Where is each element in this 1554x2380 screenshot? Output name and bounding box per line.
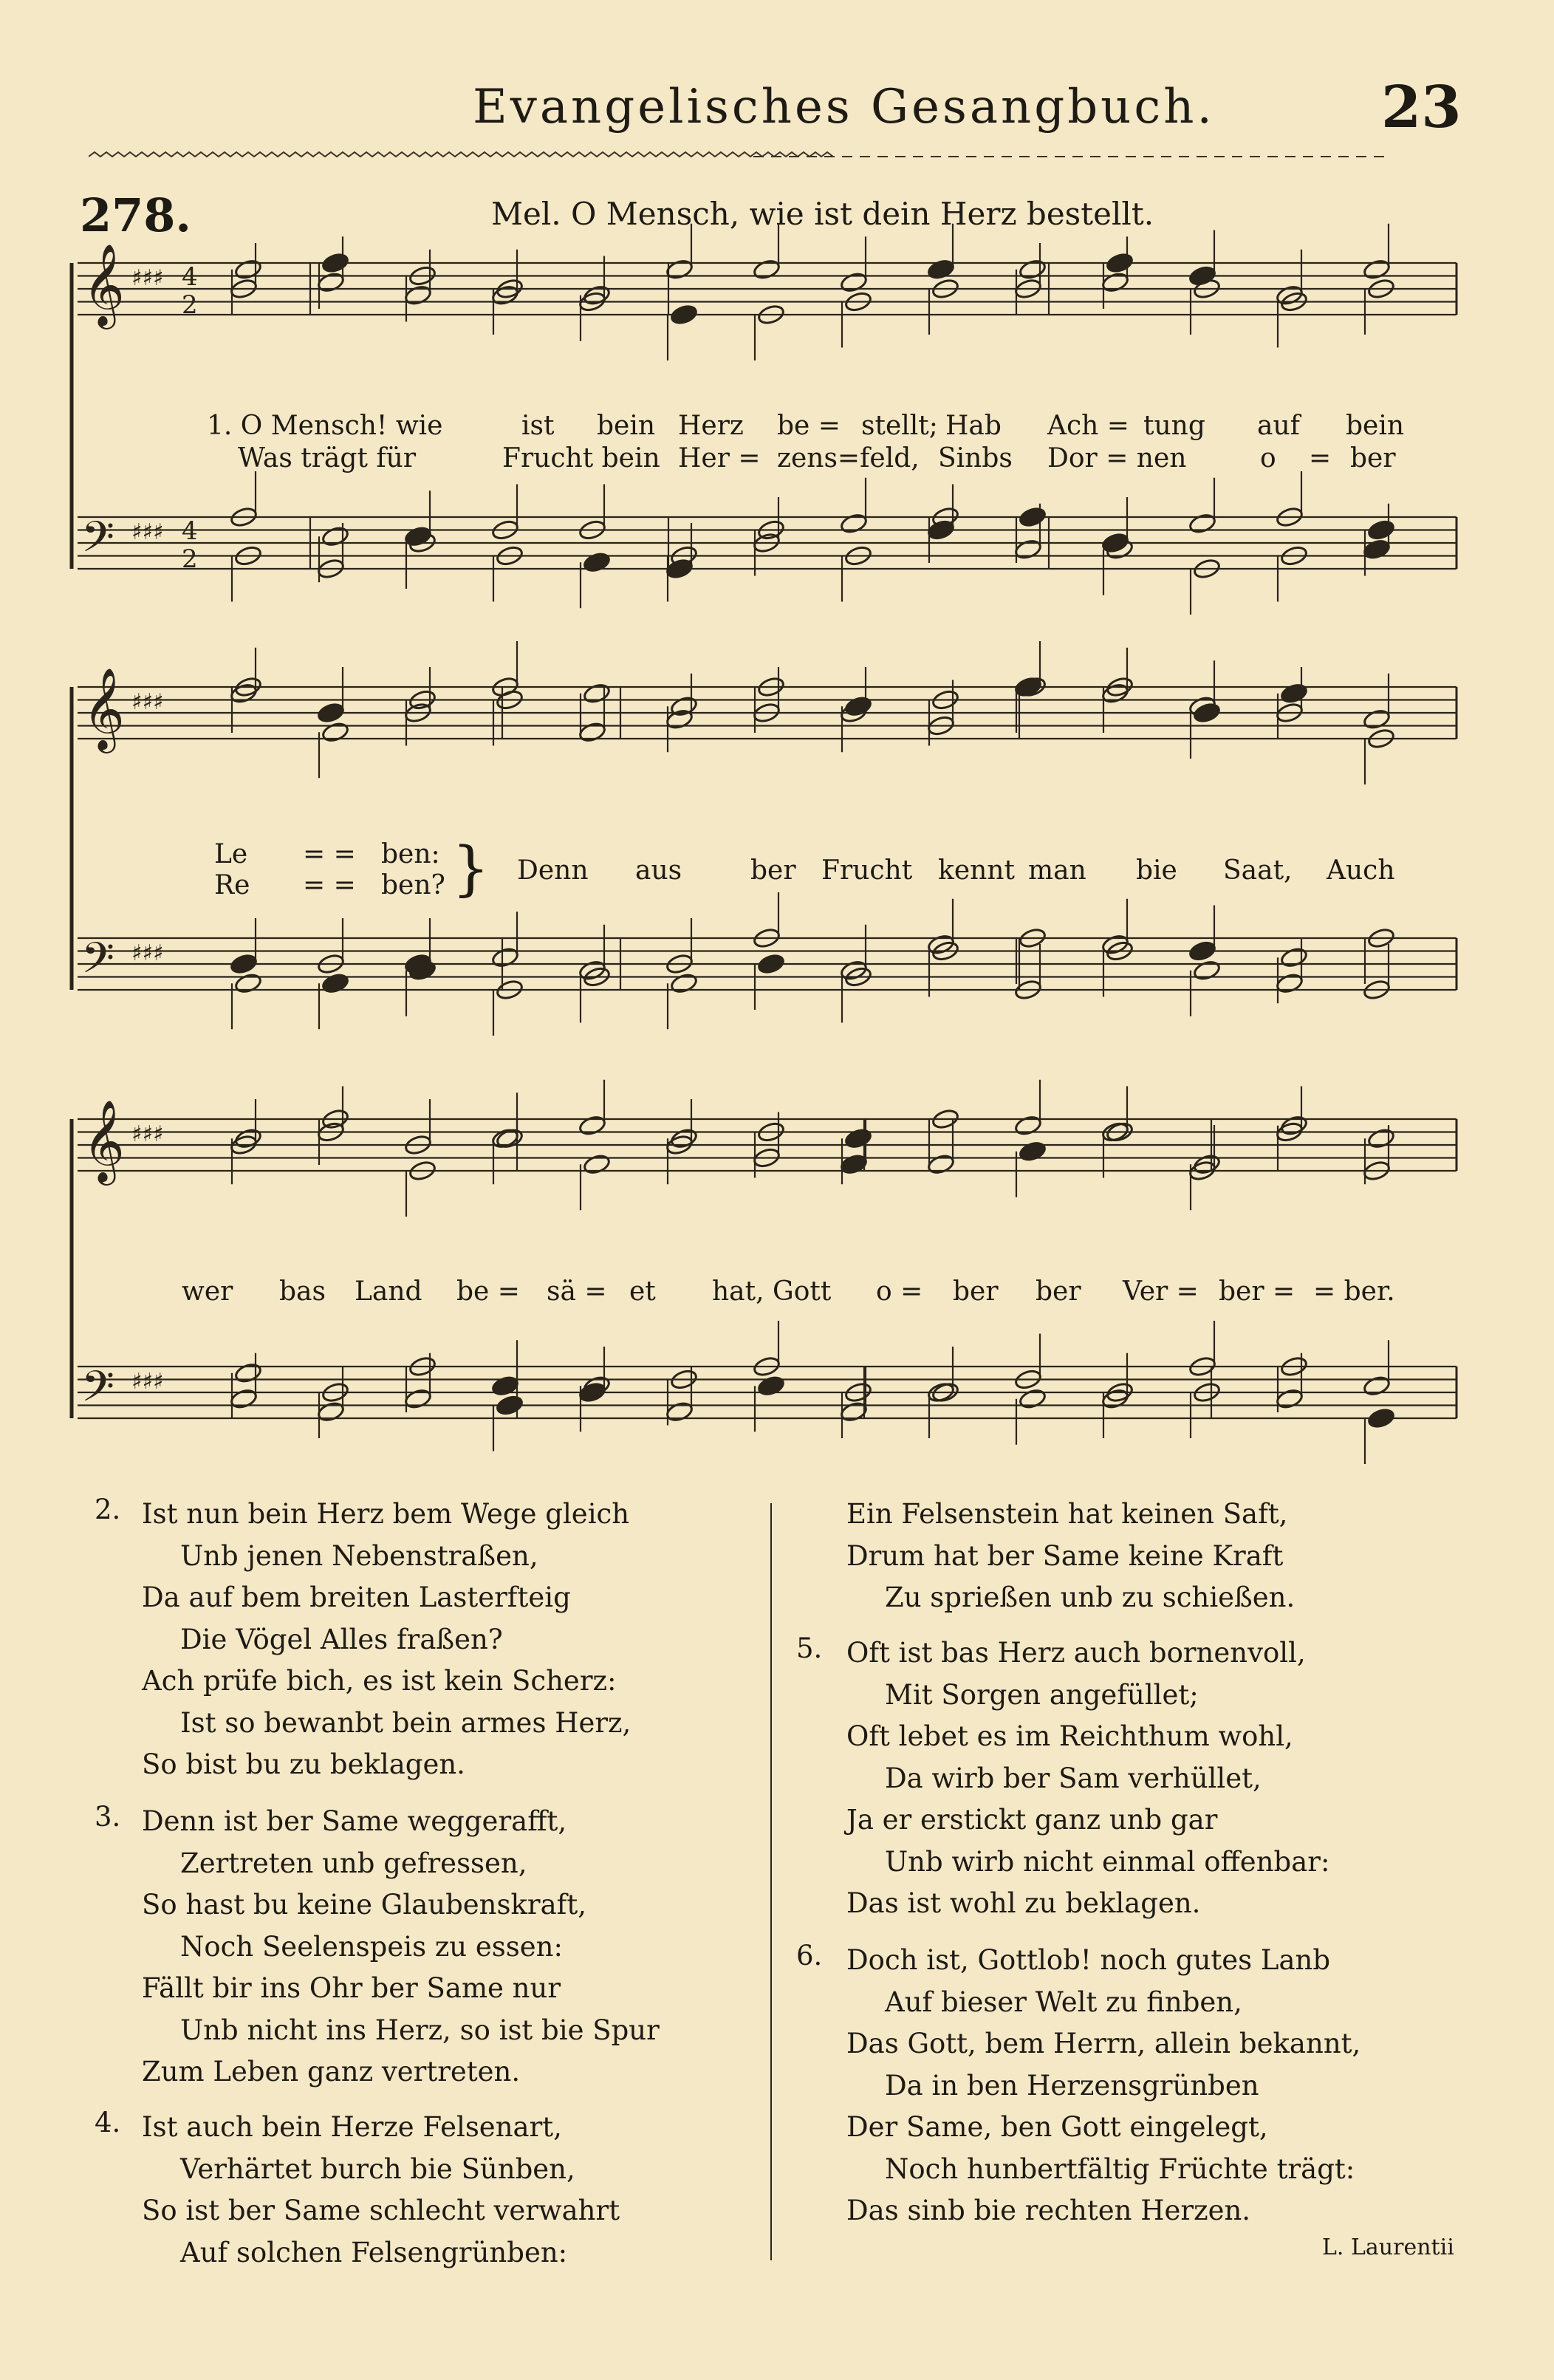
stanza-line: Doch ist, Gottlob! noch gutes Lanb [846, 1944, 1331, 1976]
lyric: Hab [945, 411, 1002, 441]
lyric: = = [303, 839, 356, 869]
lyric: ben: [381, 839, 440, 869]
stanza-line: Da wirb ber Sam verhüllet, [885, 1762, 1262, 1794]
stanza-line: Oft lebet es im Reichthum wohl, [846, 1720, 1293, 1752]
note-head [321, 721, 350, 743]
note-head [578, 721, 607, 743]
note-head [927, 259, 956, 281]
lyric: hat, [712, 1276, 764, 1307]
stanza-line: Ist auch bein Herze Felsenart, [142, 2111, 562, 2143]
lyric-brace: } [452, 834, 490, 903]
lyric: bein [597, 411, 656, 441]
lyric: Sinbs [938, 443, 1013, 473]
note-head [1019, 1141, 1047, 1163]
time-signature: 2 [182, 544, 198, 574]
note-head [670, 304, 699, 326]
note-head [321, 252, 350, 274]
note-head [670, 972, 699, 994]
stanza-line: Auf bieser Welt zu finben, [885, 1986, 1242, 2018]
lyric: 1. O Mensch! wie [207, 411, 443, 441]
lyric: Auch [1327, 855, 1395, 886]
note-head [1367, 1407, 1396, 1429]
note-head [1188, 940, 1217, 962]
note-head [1280, 683, 1309, 705]
note-head [491, 946, 520, 968]
lyric: ber [953, 1276, 999, 1307]
note-head [1280, 946, 1309, 968]
lyric: Was trägt für [238, 443, 417, 473]
stanza-number: 4. [95, 2107, 121, 2138]
lyric: Frucht bein [502, 443, 660, 473]
stanza-line: Ja er erstickt ganz unb gar [846, 1804, 1218, 1836]
time-signature: 2 [182, 290, 198, 320]
melody-reference: Mel. O Mensch, wie ist dein Herz bestellt. [491, 196, 1154, 232]
stanza-line: Das ist wohl zu beklagen. [846, 1887, 1201, 1919]
stanza-line: Unb jenen Nebenstraßen, [180, 1539, 538, 1572]
note-head [1193, 960, 1222, 982]
stanza-number: 3. [95, 1801, 121, 1833]
note-head [1363, 259, 1392, 281]
stanza-line: Mit Sorgen angefüllet; [885, 1678, 1199, 1711]
note-head [670, 695, 699, 717]
stanza-line: So hast bu keine Glaubenskraft, [142, 1889, 586, 1921]
stanza-line: Die Vögel Alles fraßen? [180, 1623, 503, 1655]
lyric: ben? [381, 870, 445, 900]
note-head [1363, 708, 1392, 731]
stanza-line: Ein Felsenstein hat keinen Saft, [846, 1498, 1288, 1530]
lyric: bie [1136, 855, 1177, 886]
stanza-line: Oft ist bas Herz auch bornenvoll, [846, 1637, 1306, 1669]
stanza-line: Noch hunbertfältig Früchte trägt: [885, 2152, 1355, 2185]
stanza-line: Fällt bir ins Ohr ber Same nur [142, 1972, 561, 2004]
lyric: ber [1350, 443, 1396, 473]
note-head [665, 1401, 694, 1423]
lyric: zens=feld, [777, 443, 920, 473]
note-head [1193, 702, 1222, 724]
note-head [1367, 519, 1396, 541]
note-head [583, 551, 612, 573]
lyric: Saat, [1223, 855, 1293, 886]
lyric: o = [876, 1276, 923, 1307]
lyric: kennt [938, 855, 1015, 886]
note-head [583, 683, 612, 705]
lyric: auf [1257, 411, 1300, 441]
lyric: bas [279, 1276, 326, 1307]
lyric: Her = [678, 443, 761, 473]
stanza-line: Noch Seelenspeis zu essen: [180, 1930, 563, 1963]
treble-clef: 𝄞 [83, 667, 125, 750]
treble-clef: 𝄞 [83, 243, 125, 326]
stanza-4-continued [846, 1494, 1295, 1619]
lyric: Land [355, 1276, 422, 1307]
lyric: ist [521, 411, 555, 441]
note-head [234, 1362, 263, 1384]
bass-clef: 𝄢 [81, 1361, 115, 1422]
stanza-line: Zu sprießen unb zu schießen. [885, 1581, 1295, 1613]
note-head [1106, 252, 1134, 274]
stanza-number: 2. [95, 1494, 121, 1525]
lyric: aus [635, 855, 682, 886]
stanza-3 [142, 1801, 660, 2093]
lyric: man [1028, 855, 1086, 886]
bass-clef: 𝄢 [81, 512, 115, 572]
stanza-number: 5. [796, 1632, 823, 1664]
note-head [665, 259, 694, 281]
stanza-number: 6. [796, 1940, 823, 1972]
note-head [1101, 271, 1130, 293]
note-head [1019, 1388, 1047, 1410]
column-divider [770, 1503, 772, 2260]
note-head [753, 259, 781, 281]
note-head [1188, 513, 1217, 535]
note-head [1019, 259, 1047, 281]
note-head [1363, 1375, 1392, 1397]
key-signature: ♯♯♯ [131, 940, 164, 966]
lyric: stellt; [861, 411, 938, 441]
lyric: bein [1346, 411, 1405, 441]
note-head [230, 953, 259, 975]
page-number: 23 [1381, 74, 1462, 141]
lyric: ber [750, 855, 796, 886]
lyric: ber [1036, 1276, 1081, 1307]
lyric: Gott [773, 1276, 832, 1307]
stanza-line: Denn ist ber Same weggerafft, [142, 1805, 567, 1837]
stanza-line: Ach prüfe bich, es ist kein Scherz: [142, 1665, 617, 1697]
note-head [491, 1375, 520, 1397]
running-header-title: Evangelisches Gesangbuch. [473, 80, 1215, 134]
stanza-line: Ist so bewanbt bein armes Herz, [180, 1706, 631, 1739]
stanza-line: Zertreten unb gefressen, [180, 1847, 527, 1879]
note-head [1276, 1388, 1304, 1410]
lyric: o [1260, 443, 1276, 473]
stanza-line: Ist nun bein Herz bem Wege gleich [142, 1498, 630, 1530]
key-signature: ♯♯♯ [131, 519, 164, 545]
note-head [1363, 538, 1392, 561]
time-signature: 4 [182, 262, 198, 292]
stanza-line: Da auf bem breiten Lasterfteig [142, 1581, 571, 1613]
stanza-line: Zum Leben ganz vertreten. [142, 2056, 521, 2087]
bass-clef: 𝄢 [81, 933, 115, 994]
note-head [840, 271, 869, 293]
stanza-line: Unb nicht ins Herz, so ist bie Spur [180, 2014, 660, 2046]
hymn-number: 278. [80, 188, 192, 242]
note-head [840, 513, 869, 535]
note-head [1276, 972, 1304, 994]
note-head [230, 1388, 259, 1410]
note-head [321, 525, 350, 547]
key-signature: ♯♯♯ [131, 265, 164, 291]
lyric: = = [303, 870, 356, 900]
stanza-line: So bist bu zu beklagen. [142, 1748, 465, 1780]
note-head [927, 1153, 956, 1175]
lyric: be = [456, 1276, 520, 1307]
note-head [844, 695, 873, 717]
lyric: be = [777, 411, 841, 441]
stanza-line: So ist ber Same schlecht verwahrt [142, 2195, 620, 2226]
stanza-line: Der Same, ben Gott eingelegt, [846, 2111, 1268, 2143]
note-head [317, 702, 346, 724]
note-head [317, 271, 346, 293]
lyric: tung [1143, 411, 1205, 441]
lyric: Ver = [1123, 1276, 1199, 1307]
note-head [1019, 506, 1047, 528]
lyric: Dor = nen [1047, 443, 1187, 473]
stanza-line: Da in ben Herzensgrünben [885, 2069, 1259, 2102]
note-head [840, 1153, 869, 1175]
time-signature: 4 [182, 516, 198, 546]
lyric: ber = [1219, 1276, 1295, 1307]
note-head [496, 1394, 524, 1416]
author-attribution: L. Laurentii [1322, 2234, 1454, 2260]
stanza-line: Verhärtet burch bie Sünben, [180, 2152, 575, 2185]
lyric: Ach = [1047, 411, 1129, 441]
lyric: sä = [547, 1276, 607, 1307]
note-head [321, 972, 350, 994]
lyric: Re [214, 870, 250, 900]
lyric: Le [214, 839, 248, 869]
note-head [757, 953, 786, 975]
key-signature: ♯♯♯ [131, 1121, 164, 1147]
stanza-line: Das sinb bie rechten Herzen. [846, 2195, 1251, 2226]
note-head [404, 1388, 433, 1410]
stanza-line: Auf solchen Felsengrünben: [180, 2236, 568, 2268]
key-signature: ♯♯♯ [131, 1369, 164, 1395]
stanza-5 [846, 1632, 1329, 1925]
lyric: = [1309, 443, 1332, 473]
stanza-line: Drum hat ber Same keine Kraft [846, 1539, 1284, 1572]
stanza-6 [846, 1940, 1360, 2232]
lyric: Frucht [821, 855, 913, 886]
lyric: wer [182, 1276, 233, 1307]
note-head [844, 1127, 873, 1149]
note-head [1367, 1127, 1396, 1149]
note-head [404, 284, 433, 307]
stanza-line: Unb wirb nicht einmal offenbar: [885, 1845, 1330, 1878]
lyric: et [629, 1276, 656, 1307]
stanza-4 [142, 2107, 620, 2274]
note-head [757, 1375, 786, 1397]
stanza-line: Das Gott, bem Herrn, allein bekannt, [846, 2028, 1361, 2059]
note-head [1014, 1115, 1043, 1137]
key-signature: ♯♯♯ [131, 689, 164, 715]
lyric: Denn [517, 855, 589, 886]
note-head [234, 972, 263, 994]
lyric: Herz [678, 411, 744, 441]
note-head [234, 259, 263, 281]
note-head [583, 1153, 612, 1175]
treble-clef: 𝄞 [83, 1099, 125, 1182]
note-head [578, 1115, 607, 1137]
stanza-2 [142, 1494, 631, 1786]
note-head [1014, 538, 1043, 561]
lyric: = ber. [1313, 1276, 1395, 1307]
note-head [496, 1127, 524, 1149]
note-head [317, 1401, 346, 1423]
